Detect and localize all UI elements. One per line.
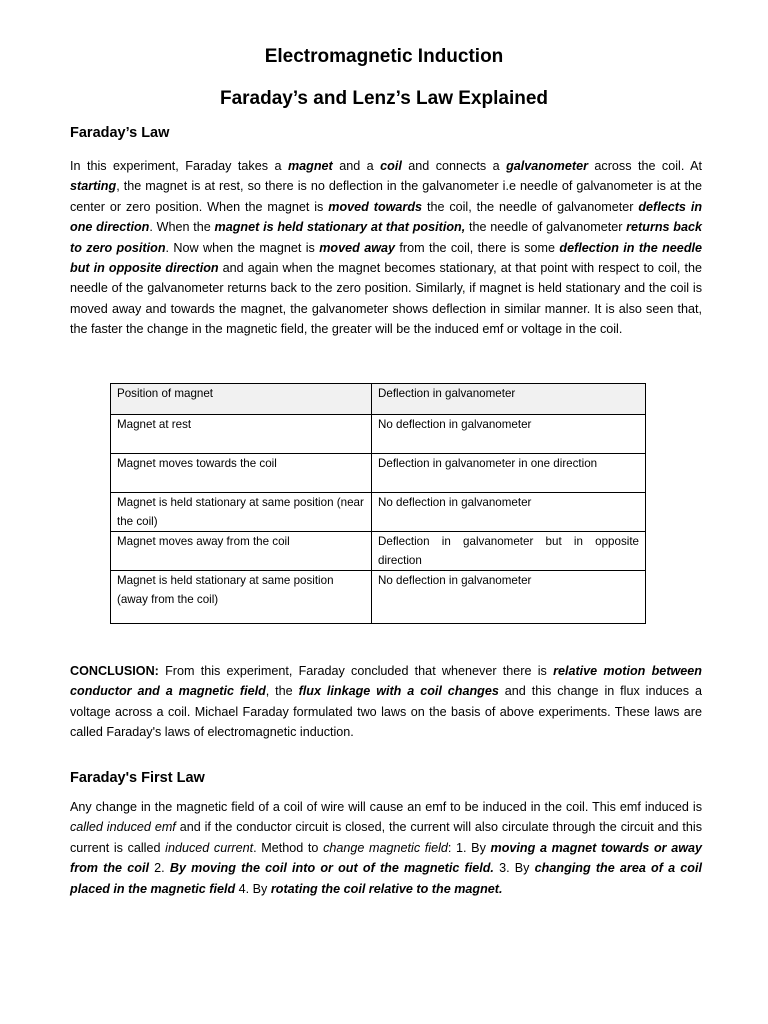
text-run: From this experiment, Faraday concluded that whenever there is: [158, 664, 554, 678]
table-cell-deflection: No deflection in galvanometer: [372, 571, 646, 624]
text-run: 4. By: [235, 881, 271, 896]
emphasized-text: relative motion between conductor and a magnetic field: [70, 664, 703, 699]
text-run: across the coil. At: [587, 159, 702, 173]
text-run: , the magnet is at rest, so there is no deflection in the galvanometer i.e needle of galvanometer is at the center or zero position. When the magnet is: [70, 179, 702, 214]
text-run: . Now when the magnet is: [165, 240, 320, 255]
emphasized-text: induced current: [165, 840, 254, 855]
table-cell-deflection: No deflection in galvanometer: [372, 493, 646, 532]
table-cell-position: Magnet at rest: [111, 415, 372, 454]
emphasized-text: magnet is held stationary at that position,: [214, 220, 466, 235]
text-run: 3. By: [493, 861, 535, 876]
emphasized-text: moved towards: [328, 199, 423, 214]
table-cell-position: Magnet moves towards the coil: [111, 454, 372, 493]
document-title: Electromagnetic Induction: [264, 46, 504, 67]
table-row: [111, 493, 646, 532]
text-run: the needle of galvanometer: [465, 220, 627, 235]
first-law-paragraph: [70, 797, 702, 899]
text-run: . When the: [149, 220, 215, 235]
emphasized-text: coil: [380, 159, 402, 173]
experiment-paragraph: [70, 156, 702, 340]
emphasized-text: moved away: [319, 240, 396, 255]
emphasized-text: rotating the coil relative to the magnet.: [270, 881, 503, 896]
table-row: [111, 454, 646, 493]
text-run: 2.: [148, 861, 170, 876]
table-row: [111, 532, 646, 571]
emphasized-text: By moving the coil into or out of the magnetic field.: [169, 861, 494, 876]
table-cell-deflection: No deflection in galvanometer: [372, 415, 646, 454]
emphasized-text: deflects in one direction: [70, 199, 703, 235]
section-heading-faradays-law: Faraday’s Law: [70, 125, 170, 141]
table-cell-position: Magnet moves away from the coil: [111, 532, 372, 571]
table-row: [111, 415, 646, 454]
magnet-deflection-table: [110, 383, 646, 624]
table-header-row: [111, 384, 646, 415]
text-run: and if the conductor circuit is closed, the current will also circulate through the circuit and this current is called: [70, 820, 702, 855]
emphasized-text: galvanometer: [506, 159, 588, 173]
document-subtitle: Faraday’s and Lenz’s Law Explained: [219, 88, 549, 109]
emphasized-text: magnet: [287, 159, 333, 173]
text-run: from the coil, there is some: [395, 240, 560, 255]
text-run: and again when the magnet becomes stationary, at that point with respect to coil, the needle of the galvanometer returns back to the zero position. Similarly, if magnet is held stationary and the coil is moved away and towards the magnet, the galvanometer shows deflection in similar manner. It is also seen that, the faster the change in the magnetic field, the greater will be the induced emf or voltage in the coil.: [70, 261, 702, 337]
emphasized-text: CONCLUSION:: [70, 664, 159, 678]
emphasized-text: change magnetic field: [323, 840, 448, 855]
table-header-cell: Deflection in galvanometer: [372, 384, 646, 415]
emphasized-text: called induced emf: [70, 820, 176, 835]
emphasized-text: moving a magnet towards or away from the coil: [70, 840, 702, 876]
text-run: In this experiment, Faraday takes a: [70, 159, 288, 173]
text-run: , the: [265, 684, 299, 699]
text-run: and a: [332, 159, 381, 173]
table-cell-position: Magnet is held stationary at same position (away from the coil): [111, 571, 372, 624]
text-run: and connects a: [401, 159, 507, 173]
text-run: Any change in the magnetic field of a coil of wire will cause an emf to be induced in the coil. This emf induced is: [70, 800, 702, 814]
table-cell-position: Magnet is held stationary at same position (near the coil): [111, 493, 372, 532]
section-heading-faradays-first-law: Faraday's First Law: [70, 770, 205, 786]
emphasized-text: changing the area of a coil placed in the magnetic field: [70, 861, 702, 896]
table-header-cell: Position of magnet: [111, 384, 372, 415]
conclusion-paragraph: [70, 661, 702, 743]
table-cell-deflection: Deflection in galvanometer but in opposite direction: [372, 532, 646, 571]
emphasized-text: deflection in the needle but in opposite direction: [70, 240, 703, 276]
text-run: . Method to: [253, 840, 324, 855]
text-run: and this change in flux induces a voltage across a coil. Michael Faraday formulated two laws on the basis of above experiments. These laws are called Faraday's laws of electromagnetic induction.: [70, 684, 702, 740]
text-run: : 1. By: [447, 840, 491, 855]
emphasized-text: flux linkage with a coil changes: [298, 684, 499, 699]
emphasized-text: starting: [70, 179, 117, 194]
emphasized-text: returns back to zero position: [70, 220, 703, 255]
table-row: [111, 571, 646, 624]
text-run: the coil, the needle of galvanometer: [422, 199, 639, 214]
table-cell-deflection: Deflection in galvanometer in one direction: [372, 454, 646, 493]
